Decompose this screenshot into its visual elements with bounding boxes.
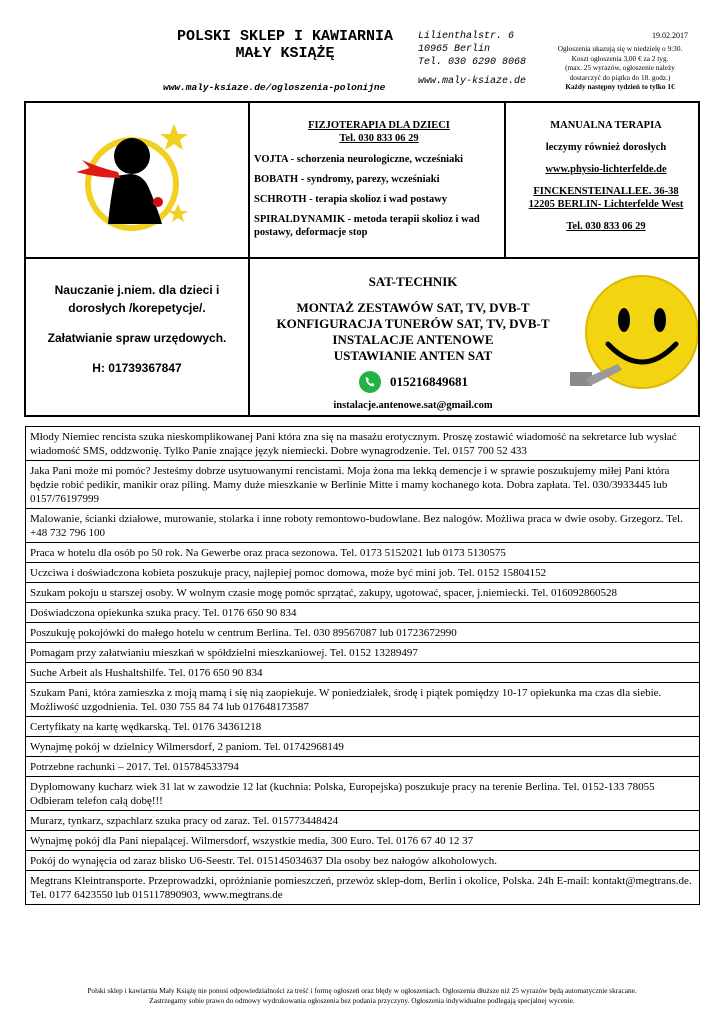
manual-therapy-ad	[516, 119, 696, 242]
sat-email[interactable]: instalacje.antenowe.sat@gmail.com	[333, 400, 493, 411]
tutor-text: Nauczanie j.niem. dla dzieci i dorosłych /korepetycje/.	[54, 283, 220, 315]
whatsapp-icon	[358, 370, 382, 394]
physio-item: SCHROTH - terapia skolioz i wad postawy	[254, 194, 448, 205]
footer-line: Polski sklep i kawiarnia Mały Książę nie ponosi odpowiedzialności za treść i formę ogłoszeń oraz błędy w ogłoszeniach. Ogłoszenia dłuższe niż 25 wyrazów będą automatycznie skracane.	[87, 986, 637, 995]
rose-icon	[153, 197, 163, 207]
table-row	[26, 757, 700, 777]
smiley-eye-right	[654, 308, 666, 332]
manual-street: FINCKENSTEINALLEE. 36-38	[533, 186, 679, 197]
table-row	[26, 663, 700, 683]
shop-address	[418, 30, 526, 69]
table-row	[26, 623, 700, 643]
table-row	[26, 643, 700, 663]
manual-url[interactable]: www.physio-lichterfelde.de	[545, 164, 667, 175]
classified-ad: Pokój do wynajęcia od zaraz blisko U6-Seestr. Tel. 015145034637 Dla osoby bez nałogów alkoholowych.	[26, 851, 700, 871]
classifieds-table	[25, 426, 700, 905]
address-street: Lilienthalstr. 6	[418, 31, 515, 42]
address-city: 10965 Berlin	[418, 44, 491, 55]
sat-heading: SAT-TECHNIK	[368, 274, 458, 289]
physio-item: VOJTA - schorzenia neurologiczne, wcześniaki	[254, 154, 464, 165]
classified-ad: Uczciwa i doświadczona kobieta poszukuje pracy, najlepiej pomoc domowa, może być mini job. Tel. 0152 15804152	[26, 563, 700, 583]
info-line: Koszt ogłoszenia 3,00 € za 2 tyg.	[571, 53, 669, 63]
physio-heading: FIZJOTERAPIA DLA DZIECI	[308, 120, 450, 131]
info-line: (max. 25 wyrazów, ogłoszenie należy	[565, 63, 675, 73]
table-row	[26, 831, 700, 851]
shop-title	[150, 28, 420, 62]
classified-ad: Murarz, tynkarz, szpachlarz szuka pracy od zaraz. Tel. 015773448424	[26, 811, 700, 831]
classified-ad: Dyplomowany kucharz wiek 31 lat w zawodzie 12 lat (kuchnia: Polska, Europejska) poszukuje pracy na terenie Berlina. Tel. 0152-133 78055 Odbieram telefon całą dobę!!!	[26, 777, 700, 811]
footer-disclaimer	[24, 986, 700, 1006]
table-row	[26, 461, 700, 509]
table-row	[26, 603, 700, 623]
classified-ad: Jaka Pani może mi pomóc? Jesteśmy dobrze usytuowanymi rencistami. Moja żona ma lekką demencje i w sprawie poszukujemy miłej Pani która będzie robić pedikir, manikir oraz piling. Mamy duże mieszkanie w Berlinie Mitte i mamy kochanego kota. Dobra zapłata. Tel. 030/3933445 lub 0157/76197999	[26, 461, 700, 509]
tutor-phone[interactable]: H: 01739367847	[92, 361, 182, 375]
sat-phone[interactable]: 015216849681	[390, 374, 468, 389]
shop-url[interactable]: www.maly-ksiaze.de/ogloszenia-polonijne	[163, 82, 386, 93]
classified-ad: Młody Niemiec rencista szuka nieskomplikowanej Pani która zna się na masażu erotycznym. Proszę zostawić wiadomość na sekretarce lub wysłać wiadomość SMS, oddzwonię. Tylko Panie znające język niemiecki. Dobre wynagrodzenie. Tel. 0157 700 52 433	[26, 427, 700, 461]
grid-divider-vertical-top	[504, 101, 506, 258]
classified-ad: Szukam pokoju u starszej osoby. W wolnym czasie mogę pomóc sprzątać, zakupy, ugotować, spacer, j.niemiecki. Tel. 016092860528	[26, 583, 700, 603]
classified-ad: Doświadczona opiekunka szuka pracy. Tel. 0176 650 90 834	[26, 603, 700, 623]
sat-line: USTAWIANIE ANTEN SAT	[333, 348, 493, 363]
table-row	[26, 427, 700, 461]
sat-line: MONTAŻ ZESTAWÓW SAT, TV, DVB-T	[296, 300, 530, 315]
smiley-eye-left	[618, 308, 630, 332]
issue-date: 19.02.2017	[652, 31, 688, 40]
classified-ad: Certyfikaty na kartę wędkarską. Tel. 0176 34361218	[26, 717, 700, 737]
classified-ad: Suche Arbeit als Hushaltshilfe. Tel. 0176 650 90 834	[26, 663, 700, 683]
table-row	[26, 811, 700, 831]
table-row	[26, 777, 700, 811]
footer-line: Zastrzegamy sobie prawo do odmowy wydrukowania ogłoszenia bez podania przyczyny. Ogłoszenia indywidualne podlegają specjalnej wycenie.	[149, 996, 575, 1005]
prince-head	[114, 138, 150, 174]
physio-item: SPIRALDYNAMIK - metoda terapii skolioz i wad postawy, deformacje stop	[254, 214, 480, 238]
smiley-satellite-dish	[566, 268, 698, 408]
table-row	[26, 737, 700, 757]
address-phone: Tel. 030 6290 8068	[418, 57, 527, 68]
table-row	[26, 583, 700, 603]
physio-phone[interactable]: Tel. 030 833 06 29	[339, 133, 419, 144]
star-icon	[160, 124, 188, 150]
sat-technik-ad	[254, 274, 572, 411]
manual-phone[interactable]: Tel. 030 833 06 29	[566, 221, 646, 232]
tutor-ad	[26, 281, 248, 389]
classified-ad: Pomagam przy załatwianiu mieszkań w spółdzielni mieszkaniowej. Tel. 0152 13289497	[26, 643, 700, 663]
info-line-bold: Każdy następny tydzień to tylko 1€	[565, 82, 675, 92]
info-line: dostarczyć do piątku do 18. godz.)	[569, 72, 671, 82]
shop-title-line2: MAŁY KSIĄŻĘ	[235, 45, 335, 62]
sat-phone-row	[254, 370, 572, 394]
grid-divider-horizontal	[24, 257, 700, 259]
grid-divider-vertical	[248, 101, 250, 417]
classified-ad: Potrzebne rachunki – 2017. Tel. 015784533794	[26, 757, 700, 777]
tutor-text-2: Załatwianie spraw urzędowych.	[47, 331, 227, 345]
ad-pricing-info	[540, 44, 700, 92]
table-row	[26, 509, 700, 543]
classified-ad: Poszukuję pokojówki do małego hotelu w centrum Berlina. Tel. 030 89567087 lub 01723672990	[26, 623, 700, 643]
physio-ad	[254, 119, 504, 246]
classified-ad: Wynajmę pokój dla Pani niepalącej. Wilmersdorf, wszystkie media, 300 Euro. Tel. 0176 67 40 12 37	[26, 831, 700, 851]
table-row	[26, 683, 700, 717]
table-row	[26, 717, 700, 737]
little-prince-logo	[70, 116, 200, 246]
sat-line: KONFIGURACJA TUNERÓW SAT, TV, DVB-T	[276, 316, 550, 331]
physio-item: BOBATH - syndromy, parezy, wcześniaki	[254, 174, 440, 185]
prince-body	[108, 174, 162, 224]
table-row	[26, 563, 700, 583]
address-url[interactable]: www.maly-ksiaze.de	[418, 76, 527, 87]
table-row	[26, 851, 700, 871]
shop-title-line1: POLSKI SKLEP I KAWIARNIA	[176, 28, 394, 45]
table-row	[26, 543, 700, 563]
manual-heading: MANUALNA TERAPIA	[550, 120, 662, 131]
classified-ad: Wynajmę pokój w dzielnicy Wilmersdorf, 2 paniom. Tel. 01742968149	[26, 737, 700, 757]
classified-ad: Megtrans Kleintransporte. Przeprowadzki, opróżnianie pomieszczeń, przewóz sklep-dom, Berlin i okolice, Polska. 24h E-mail: kontakt@megtrans.de. Tel. 0177 6423550 lub 015117890903, www.megtrans.de	[26, 871, 700, 905]
prince-scarf	[76, 160, 120, 178]
classified-ad: Malowanie, ścianki działowe, murowanie, stolarka i inne roboty remontowo-budowlane. Bez nalogów. Możliwa praca w dwie osoby. Grzegorz. Tel. +48 732 796 100	[26, 509, 700, 543]
manual-subheading: leczymy również dorosłych	[545, 142, 667, 153]
table-row	[26, 871, 700, 905]
classified-ad: Praca w hotelu dla osób po 50 rok. Na Gewerbe oraz praca sezonowa. Tel. 0173 5152021 lub 0173 5130575	[26, 543, 700, 563]
info-line: Ogłoszenia ukazują się w niedzielę o 9:30.	[557, 44, 683, 53]
classified-ad: Szukam Pani, która zamieszka z moją mamą i się nią zaopiekuje. W poniedziałek, środę i piątek pomiędzy 10-17 opiekunka ma czas dla siebie. Możliwość uzgodnienia. Tel. 030 755 84 74 lub 017648173587	[26, 683, 700, 717]
sat-line: INSTALACJE ANTENOWE	[332, 332, 494, 347]
manual-city: 12205 BERLIN- Lichterfelde West	[528, 199, 684, 210]
